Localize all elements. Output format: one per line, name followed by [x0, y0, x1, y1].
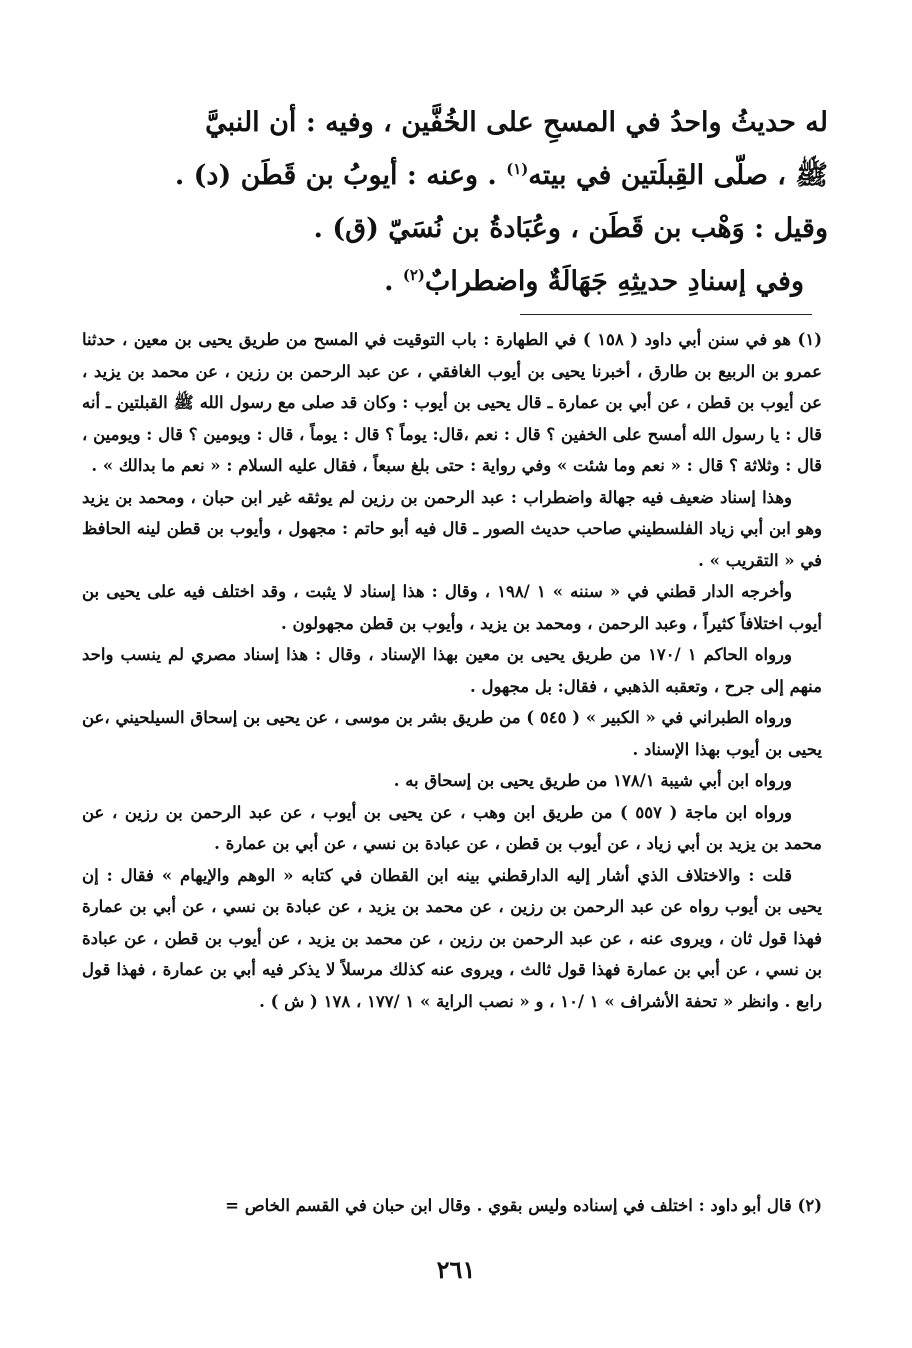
footnote-2-text: (٢) قال أبو داود : اختلف في إسناده وليس بقوي . وقال ابن حبان في القسم الخاص = [225, 1196, 822, 1215]
main-line-2-tail: . وعنه : أيوبُ بن قَطَن (د) . [174, 160, 507, 191]
footnote-2 [82, 1190, 822, 1222]
main-line-4-text: وفي إسنادِ حديثِهِ جَهَالَةٌ واضطرابٌ [424, 266, 804, 297]
main-line-4-tail: . [384, 266, 403, 297]
footnote-1-paragraph: وهذا إسناد ضعيف فيه جهالة واضطراب : عبد الرحمن بن رزين لم يوثقه غير ابن حبان ، ومحمد بن يزيد وهو ابن أبي زياد الفلسطيني صاحب حديث الصور ـ قال فيه أبو حاتم : مجهول ، وأيوب بن قطن لينه الحافظ في « التقريب » . [82, 487, 822, 570]
main-line-3: وقيل : وَهْب بن قَطَن ، وعُبَادةُ بن نُسَيّ (ق) . [313, 213, 828, 244]
footnote-1-paragraph: ورواه الطبراني في « الكبير » ( ٥٤٥ ) من طريق بشر بن موسى ، عن يحيى بن إسحاق السيلحيني ،عن يحيى بن أيوب بهذا الإسناد . [82, 708, 822, 759]
page-number: ٢٦١ [436, 1255, 476, 1284]
footnote-marker-1: (١) [506, 160, 529, 178]
footnote-1-paragraph: ورواه ابن أبي شيبة ١٧٨/١ من طريق يحيى بن إسحاق به . [393, 771, 792, 790]
footnote-1-paragraph: وأخرجه الدار قطني في « سننه » ١ /١٩٨ ، وقال : هذا إسناد لا يثبت ، وقد اختلف فيه على يحيى بن أيوب اختلافاً كثيراً ، وعبد الرحمن ، ومحمد بن يزيد ، وأيوب بن قطن مجهولون . [82, 582, 822, 633]
footnote-1-paragraph: ورواه ابن ماجة ( ٥٥٧ ) من طريق ابن وهب ، عن يحيى بن أيوب ، عن عبد الرحمن بن رزين ، عن محمد بن يزيد بن أبي زياد ، عن أيوب بن قطن ، عن عبادة بن نسي ، عن أبي بن عمارة . [82, 802, 822, 853]
footnote-1 [82, 324, 822, 1017]
footnote-1-paragraph: قلت : والاختلاف الذي أشار إليه الدارقطني بينه ابن القطان في كتابه « الوهم والإيهام » فقال : إن يحيى بن أيوب رواه عن عبد الرحمن بن رزين ، عن محمد بن يزيد ، عن عبادة بن نسي ، عن أبي بن عمارة فهذا قول ثان ، ويروى عنه ، عن عبد الرحمن بن رزين ، عن محمد بن يزيد ، عن أيوب بن قطن ، عن عبادة بن نسي ، عن أبي بن عمارة فهذا قول ثالث ، ويروى عنه كذلك مرسلاً لا يذكر فيه أبي بن عمارة ، فهذا قول رابع . وانظر « تحفة الأشراف » ١ /١٠ ، و « نصب الراية » ١ /١٧٧ ، ١٧٨ ( ش ) . [82, 865, 822, 1011]
main-line-2 [96, 149, 828, 202]
main-line-2-text: ﷺ ، صلّى القِبلَتين في بيته [528, 160, 828, 191]
main-line-4 [96, 255, 828, 308]
main-text [96, 96, 828, 308]
footnote-1-paragraph: ورواه الحاكم ١ /١٧٠ من طريق يحيى بن معين بهذا الإسناد ، وقال : هذا إسناد مصري لم ينسب واحد منهم إلى جرح ، وتعقبه الذهبي ، فقال: بل مجهول . [82, 645, 822, 696]
footnote-1-paragraph: (١) هو في سنن أبي داود ( ١٥٨ ) في الطهارة : باب التوقيت في المسح من طريق يحيى بن معين ، حدثنا عمرو بن الربيع بن طارق ، أخبرنا يحيى بن أيوب الغافقي ، عن عبد الرحمن بن رزين ، عن محمد بن يزيد ، عن أيوب بن قطن ، عن أبي بن عمارة ـ قال يحيى بن أيوب : وكان قد صلى مع رسول الله ﷺ القبلتين ـ أنه قال : يا رسول الله أمسح على الخفين ؟ قال : نعم ،قال: يوماً ؟ قال : يوماً ، قال : ويومين ؟ قال : ويومين ، قال : وثلاثة ؟ قال : « نعم وما شئت » وفي رواية : حتى بلغ سبعاً ، فقال عليه السلام : « نعم ما بدالك » . [82, 330, 822, 475]
footnote-separator [520, 314, 812, 315]
footnote-marker-2: (٢) [402, 266, 425, 284]
main-line-1: له حديثُ واحدُ في المسحِ على الخُفَّين ، وفيه : أن النبيَّ [205, 107, 828, 138]
